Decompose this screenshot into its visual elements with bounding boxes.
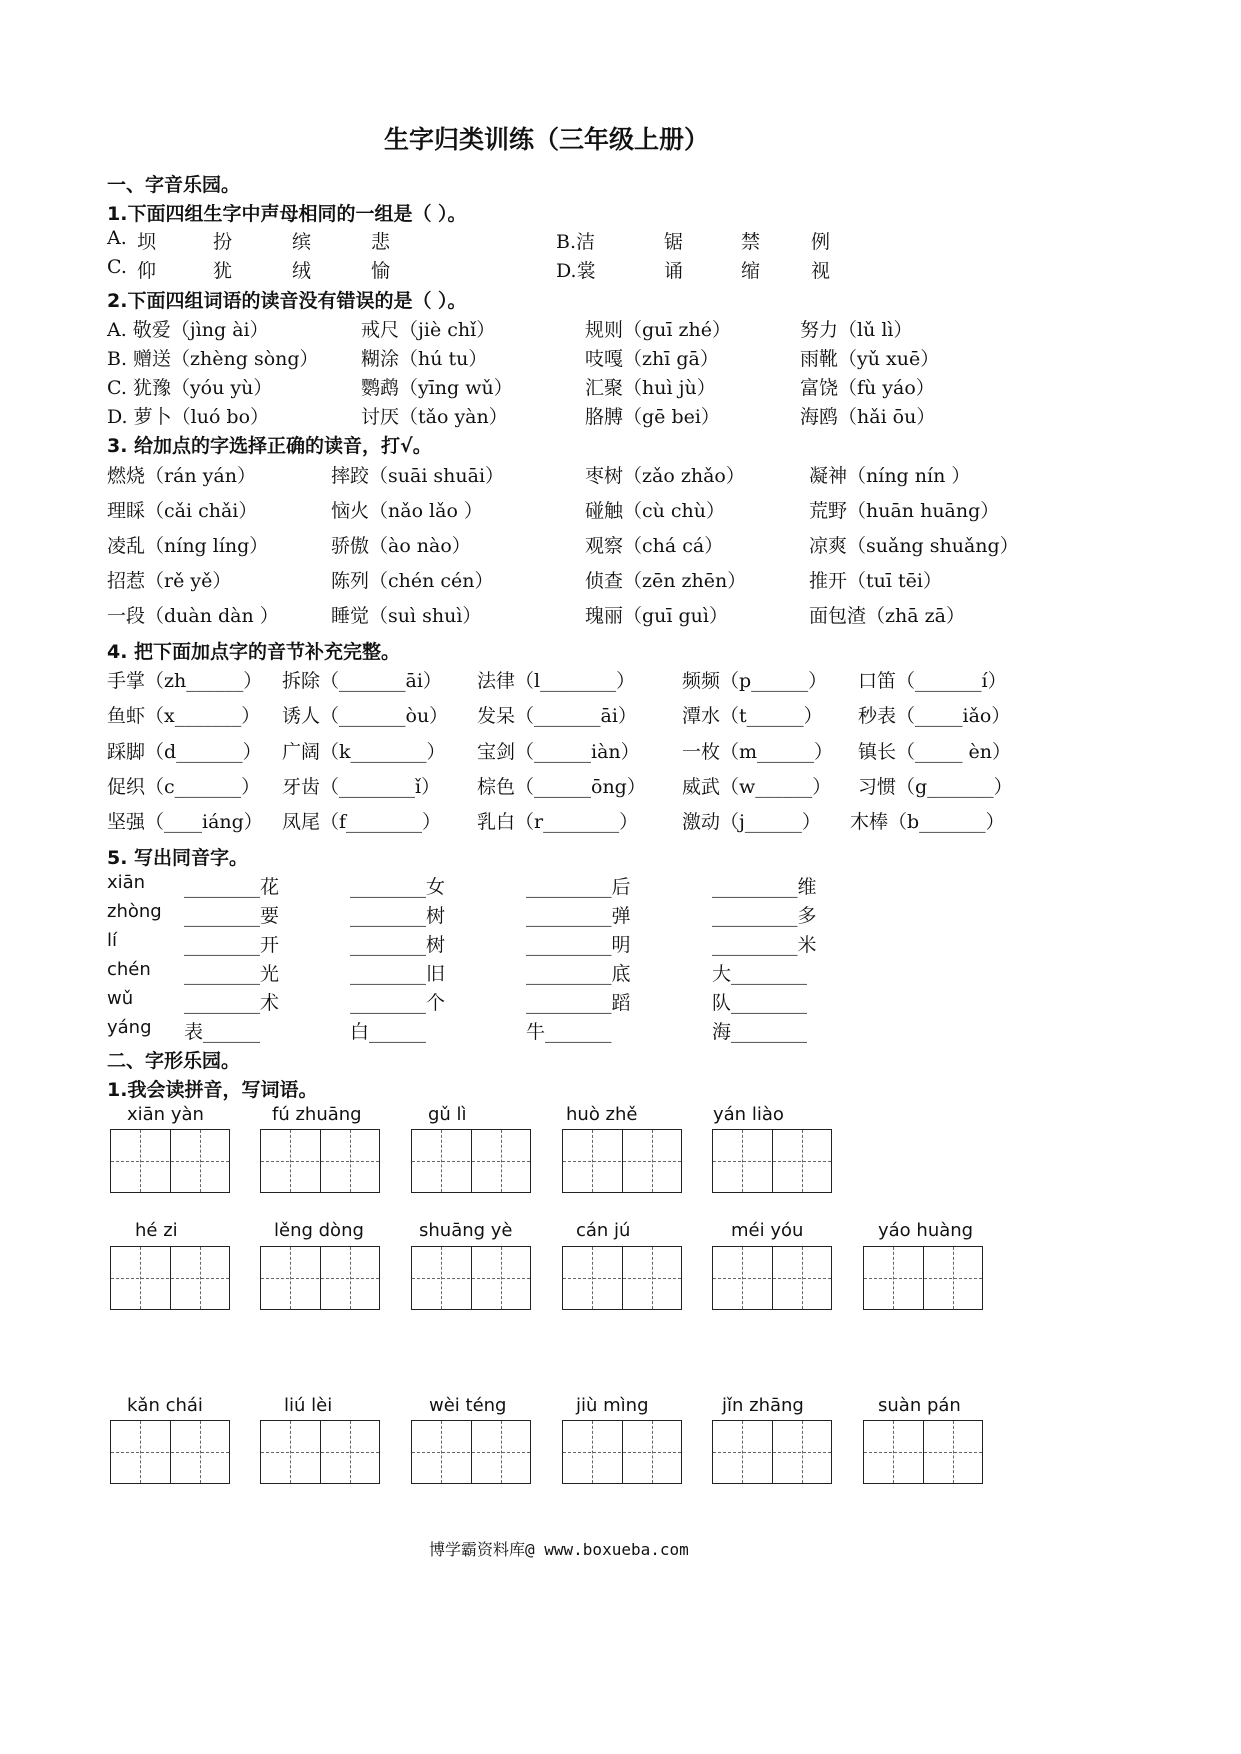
q5-blank: _________米 [712, 934, 817, 956]
q5-blank: ________术 [184, 992, 280, 1014]
q3-item: 招惹（rě yě） [107, 570, 232, 592]
q2-item: 胳膊（gē bei） [585, 406, 720, 428]
q4-item: 威武（w______） [682, 776, 832, 798]
q3-item: 凉爽（suǎng shuǎng） [809, 535, 1019, 557]
q2-prompt: 2.下面四组词语的读音没有错误的是（ ）。 [107, 290, 467, 312]
q4-item: 凤尾（f________） [282, 811, 442, 833]
q5-blank: ________旧 [350, 963, 446, 985]
q4-item: 广阔（k________） [282, 741, 446, 763]
q2-item: 鹦鹉（yīng wǔ） [361, 377, 513, 399]
writing-grid[interactable] [863, 1246, 983, 1310]
q3-item: 面包渣（zhā zā） [809, 605, 965, 627]
q2-item: 讨厌（tǎo yàn） [361, 406, 508, 428]
q5-blank: 表______ [184, 1021, 261, 1043]
grid-pinyin: wèi téng [429, 1395, 507, 1416]
q5-blank: 大________ [712, 963, 808, 985]
grid-pinyin: suàn pán [878, 1395, 961, 1416]
q5-blank: ________女 [350, 876, 446, 898]
q1-char: 例 [811, 231, 831, 253]
q2-item: 戒尺（jiè chǐ） [361, 319, 496, 341]
q1-char: 愉 [371, 260, 391, 282]
q5-blank: ________树 [350, 905, 446, 927]
q4-item: 镇长（_____ èn） [858, 741, 1012, 763]
writing-grid[interactable] [562, 1420, 682, 1484]
q3-item: 凝神（níng nín ） [809, 465, 971, 487]
writing-grid[interactable] [110, 1246, 230, 1310]
grid-pinyin: jiù mìng [576, 1395, 649, 1416]
q2-item: C. 犹豫（yóu yù） [107, 377, 273, 399]
q4-item: 手掌（zh______） [107, 670, 263, 692]
q4-item: 诱人（_______òu） [282, 705, 449, 727]
grid-pinyin: lěng dòng [274, 1220, 364, 1241]
q5-blank: _________多 [712, 905, 817, 927]
writing-grid[interactable] [110, 1129, 230, 1193]
q4-item: 频频（p______） [682, 670, 828, 692]
writing-grid[interactable] [110, 1420, 230, 1484]
section-1-heading: 一、字音乐园。 [107, 174, 241, 196]
q1-char: 视 [811, 260, 831, 282]
q3-prompt: 3. 给加点的字选择正确的读音，打√。 [107, 435, 432, 457]
q5-blank: _________弹 [526, 905, 631, 927]
q4-item: 潭水（t______） [682, 705, 823, 727]
q5-pinyin: chén [107, 959, 151, 980]
q4-item: 拆除（_______āi） [282, 670, 442, 692]
writing-grid[interactable] [260, 1129, 380, 1193]
q5-blank: 海________ [712, 1021, 808, 1043]
grid-pinyin: cán jú [576, 1220, 631, 1241]
q2-item: 吱嘎（zhī gā） [585, 348, 719, 370]
q5-blank: ________个 [350, 992, 446, 1014]
q4-item: 牙齿（________ǐ） [282, 776, 441, 798]
q5-blank: _________维 [712, 876, 817, 898]
writing-grid[interactable] [260, 1246, 380, 1310]
q1-char: 禁 [741, 231, 761, 253]
grid-pinyin: méi yóu [731, 1220, 804, 1241]
q1-char: 坝 [137, 231, 157, 253]
writing-grid[interactable] [562, 1129, 682, 1193]
q2-item: 努力（lǔ lì） [800, 319, 913, 341]
q5-blank: 白______ [350, 1021, 427, 1043]
q3-item: 理睬（cǎi chǎi） [107, 500, 258, 522]
q3-item: 骄傲（ào nào） [331, 535, 471, 557]
q4-item: 鱼虾（x_______） [107, 705, 261, 727]
q4-item: 乳白（r________） [477, 811, 639, 833]
q3-item: 碰触（cù chù） [585, 500, 726, 522]
writing-grid[interactable] [712, 1246, 832, 1310]
q1-d-label: D.裳 [556, 260, 596, 282]
grid-pinyin: liú lèi [284, 1395, 333, 1416]
q3-item: 侦查（zēn zhēn） [585, 570, 747, 592]
q1-b-label: B.洁 [556, 231, 596, 253]
writing-grid[interactable] [712, 1129, 832, 1193]
q5-blank: 队________ [712, 992, 808, 1014]
q5-blank: ________要 [184, 905, 280, 927]
q1-char: 悲 [371, 231, 391, 253]
q5-blank: ________光 [184, 963, 280, 985]
q2-item: 雨靴（yǔ xuē） [800, 348, 940, 370]
q4-item: 发呆（_______āi） [477, 705, 637, 727]
grid-pinyin: kǎn chái [127, 1395, 203, 1416]
q3-item: 陈列（chén cén） [331, 570, 494, 592]
q5-blank: _________蹈 [526, 992, 631, 1014]
q4-item: 木棒（b_______） [850, 811, 1005, 833]
writing-grid[interactable] [562, 1246, 682, 1310]
q5-blank: ________开 [184, 934, 280, 956]
q5-pinyin: xiān [107, 872, 146, 893]
grid-pinyin: fú zhuāng [272, 1104, 362, 1125]
q4-item: 法律（l________） [477, 670, 636, 692]
q4-item: 习惯（g_______） [858, 776, 1013, 798]
q4-prompt: 4. 把下面加点字的音节补充完整。 [107, 641, 401, 663]
q1-char: 绒 [292, 260, 312, 282]
q5-pinyin: lí [107, 930, 118, 951]
q4-item: 秒表（_____iǎo） [858, 705, 1011, 727]
footer-watermark: 博学霸资料库@ www.boxueba.com [429, 1540, 689, 1559]
q3-item: 荒野（huān huāng） [809, 500, 1000, 522]
q1-char: 仰 [137, 260, 157, 282]
q3-item: 睡觉（suì shuì） [331, 605, 482, 627]
q4-item: 踩脚（d_______） [107, 741, 262, 763]
q4-item: 宝剑（______iàn） [477, 741, 640, 763]
grid-pinyin: shuāng yè [419, 1220, 513, 1241]
grid-pinyin: xiān yàn [127, 1104, 204, 1125]
writing-grid[interactable] [260, 1420, 380, 1484]
q1-prompt: 1.下面四组生字中声母相同的一组是（ ）。 [107, 203, 467, 225]
grid-pinyin: jǐn zhāng [722, 1395, 804, 1416]
q5-blank: 牛_______ [526, 1021, 612, 1043]
grid-pinyin: huò zhě [566, 1104, 638, 1125]
q3-item: 枣树（zǎo zhǎo） [585, 465, 745, 487]
q1-char: 锯 [664, 231, 684, 253]
q3-item: 摔跤（suāi shuāi） [331, 465, 505, 487]
q2-item: 汇聚（huì jù） [585, 377, 716, 399]
q1-char: 犹 [213, 260, 233, 282]
q6-prompt: 1.我会读拼音，写词语。 [107, 1079, 318, 1101]
q4-item: 促织（c_______） [107, 776, 261, 798]
q3-item: 燃烧（rán yán） [107, 465, 256, 487]
q4-item: 一枚（m______） [682, 741, 834, 763]
q2-item: 海鸥（hǎi ōu） [800, 406, 936, 428]
q4-item: 棕色（______ōng） [477, 776, 646, 798]
q1-c-label: C. [107, 256, 127, 278]
q3-item: 凌乱（níng líng） [107, 535, 269, 557]
q5-pinyin: zhòng [107, 901, 162, 922]
q2-item: B. 赠送（zhèng sòng） [107, 348, 319, 370]
writing-grid[interactable] [411, 1129, 531, 1193]
q5-pinyin: yáng [107, 1017, 152, 1038]
grid-pinyin: hé zi [135, 1220, 178, 1241]
grid-pinyin: yáo huàng [878, 1220, 974, 1241]
q1-a-label: A. [107, 227, 127, 249]
q5-pinyin: wǔ [107, 988, 134, 1009]
q5-blank: ________树 [350, 934, 446, 956]
writing-grid[interactable] [411, 1420, 531, 1484]
q5-blank: _________底 [526, 963, 631, 985]
q1-char: 缩 [741, 260, 761, 282]
q1-char: 缤 [292, 231, 312, 253]
q5-blank: _________后 [526, 876, 631, 898]
writing-grid[interactable] [411, 1246, 531, 1310]
q3-item: 瑰丽（guī guì） [585, 605, 728, 627]
q2-item: A. 敬爱（jìng ài） [107, 319, 269, 341]
q2-item: D. 萝卜（luó bo） [107, 406, 270, 428]
q5-blank: _________明 [526, 934, 631, 956]
writing-grid[interactable] [863, 1420, 983, 1484]
q4-item: 口笛（_______í） [858, 670, 1007, 692]
q3-item: 观察（chá cá） [585, 535, 724, 557]
q2-item: 规则（guī zhé） [585, 319, 732, 341]
q4-item: 激动（j______） [682, 811, 821, 833]
grid-pinyin: yán liào [713, 1104, 784, 1125]
q2-item: 富饶（fù yáo） [800, 377, 935, 399]
q4-item: 坚强（____iáng） [107, 811, 263, 833]
q5-prompt: 5. 写出同音字。 [107, 847, 249, 869]
q3-item: 推开（tuī tēi） [809, 570, 942, 592]
q3-item: 恼火（nǎo lǎo ） [331, 500, 483, 522]
q1-char: 诵 [664, 260, 684, 282]
page-title: 生字归类训练（三年级上册） [384, 125, 710, 154]
q3-item: 一段（duàn dàn ） [107, 605, 279, 627]
q5-blank: ________花 [184, 876, 280, 898]
grid-pinyin: gǔ lì [428, 1104, 467, 1125]
section-2-heading: 二、字形乐园。 [107, 1050, 241, 1072]
writing-grid[interactable] [712, 1420, 832, 1484]
q2-item: 糊涂（hú tu） [361, 348, 488, 370]
q1-char: 扮 [213, 231, 233, 253]
